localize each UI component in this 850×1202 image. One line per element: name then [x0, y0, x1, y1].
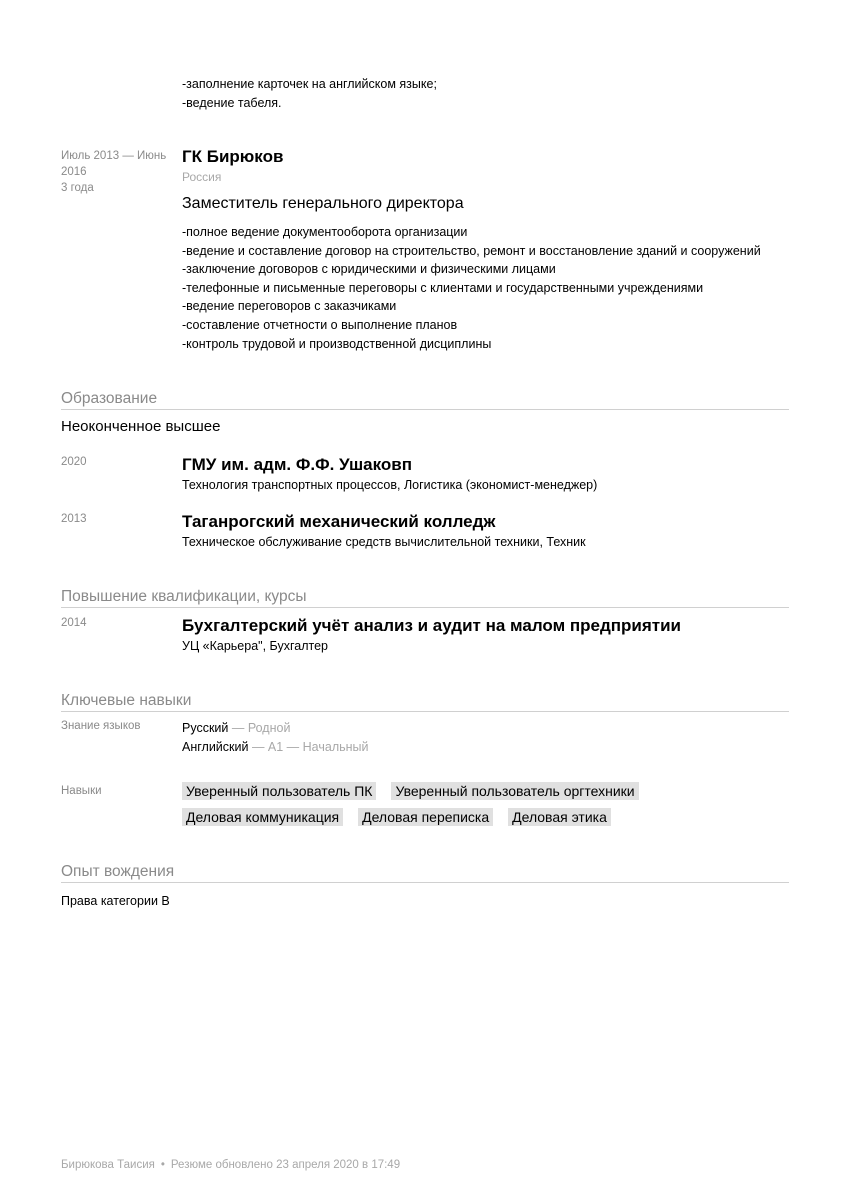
job-duration: 3 года [61, 182, 94, 194]
job-period-end: 2016 [61, 166, 87, 178]
course-organization: УЦ «Карьера", Бухгалтер [182, 639, 328, 653]
language-level: — Родной [228, 721, 291, 735]
duty-line: -ведение и составление договор на строительство, ремонт и восстановление зданий и сооружений [182, 243, 761, 258]
skills-label: Навыки [61, 785, 102, 797]
institution-specialty: Техническое обслуживание средств вычислительной техники, Техник [182, 535, 586, 549]
footer-separator: • [160, 1159, 165, 1171]
duty-line: -телефонные и письменные переговоры с клиентами и государственными учреждениями [182, 280, 704, 295]
course-year: 2014 [61, 617, 87, 629]
education-year: 2020 [61, 456, 87, 468]
institution-name: Таганрогский механический колледж [182, 512, 496, 531]
duty-line: -заключение договоров с юридическими и физическими лицами [182, 262, 556, 277]
languages-label: Знание языков [61, 720, 141, 732]
skill-tag: Уверенный пользователь оргтехники [391, 782, 638, 800]
institution-specialty: Технология транспортных процессов, Логистика (экономист-менеджер) [182, 478, 598, 492]
language-item [182, 719, 369, 738]
skill-tag: Деловая коммуникация [182, 808, 343, 826]
footer-name: Бирюкова Таисия [61, 1159, 155, 1171]
language-level: — A1 — Начальный [248, 739, 369, 754]
language-name: Английский [182, 739, 249, 754]
education-year: 2013 [61, 513, 87, 525]
footer-updated: Резюме обновлено 23 апреля 2020 в 17:49 [170, 1159, 401, 1171]
education-level: Неоконченное высшее [61, 418, 221, 435]
duty-line: -заполнение карточек на английском языке; [182, 77, 437, 91]
skills-section-title: Ключевые навыки [61, 691, 789, 712]
skill-row [182, 808, 782, 826]
driving-section-title: Опыт вождения [61, 862, 789, 883]
job-period-start: Июль 2013 — Июнь [61, 150, 167, 162]
skill-tag: Уверенный пользователь ПК [182, 782, 376, 800]
previous-job-duties [182, 75, 822, 112]
courses-section-title: Повышение квалификации, курсы [61, 587, 789, 608]
course-name: Бухгалтерский учёт анализ и аудит на малом предприятии [182, 616, 682, 635]
duty-line: -составление отчетности о выполнение планов [182, 317, 458, 332]
company-name: ГК Бирюков [182, 147, 284, 166]
driving-license: Права категории B [61, 894, 170, 908]
language-name: Русский [182, 721, 229, 735]
duty-line: -ведение табеля. [182, 95, 282, 110]
education-section-title: Образование [61, 389, 789, 410]
language-item [182, 738, 369, 757]
institution-name: ГМУ им. адм. Ф.Ф. Ушаковп [182, 455, 412, 474]
job-period [61, 148, 171, 196]
skills-tags [182, 782, 782, 834]
duty-line: -ведение переговоров с заказчиками [182, 299, 397, 314]
duty-line: -контроль трудовой и производственной дисциплины [182, 336, 492, 351]
job-duties [182, 223, 822, 353]
skill-tag: Деловая этика [508, 808, 611, 826]
skill-tag: Деловая переписка [358, 808, 493, 826]
page-footer [61, 1159, 400, 1171]
company-region: Россия [182, 170, 222, 184]
languages-list [182, 719, 369, 756]
duty-line: -полное ведение документооборота организации [182, 225, 468, 239]
job-position: Заместитель генерального директора [182, 195, 464, 212]
skill-row [182, 782, 782, 800]
